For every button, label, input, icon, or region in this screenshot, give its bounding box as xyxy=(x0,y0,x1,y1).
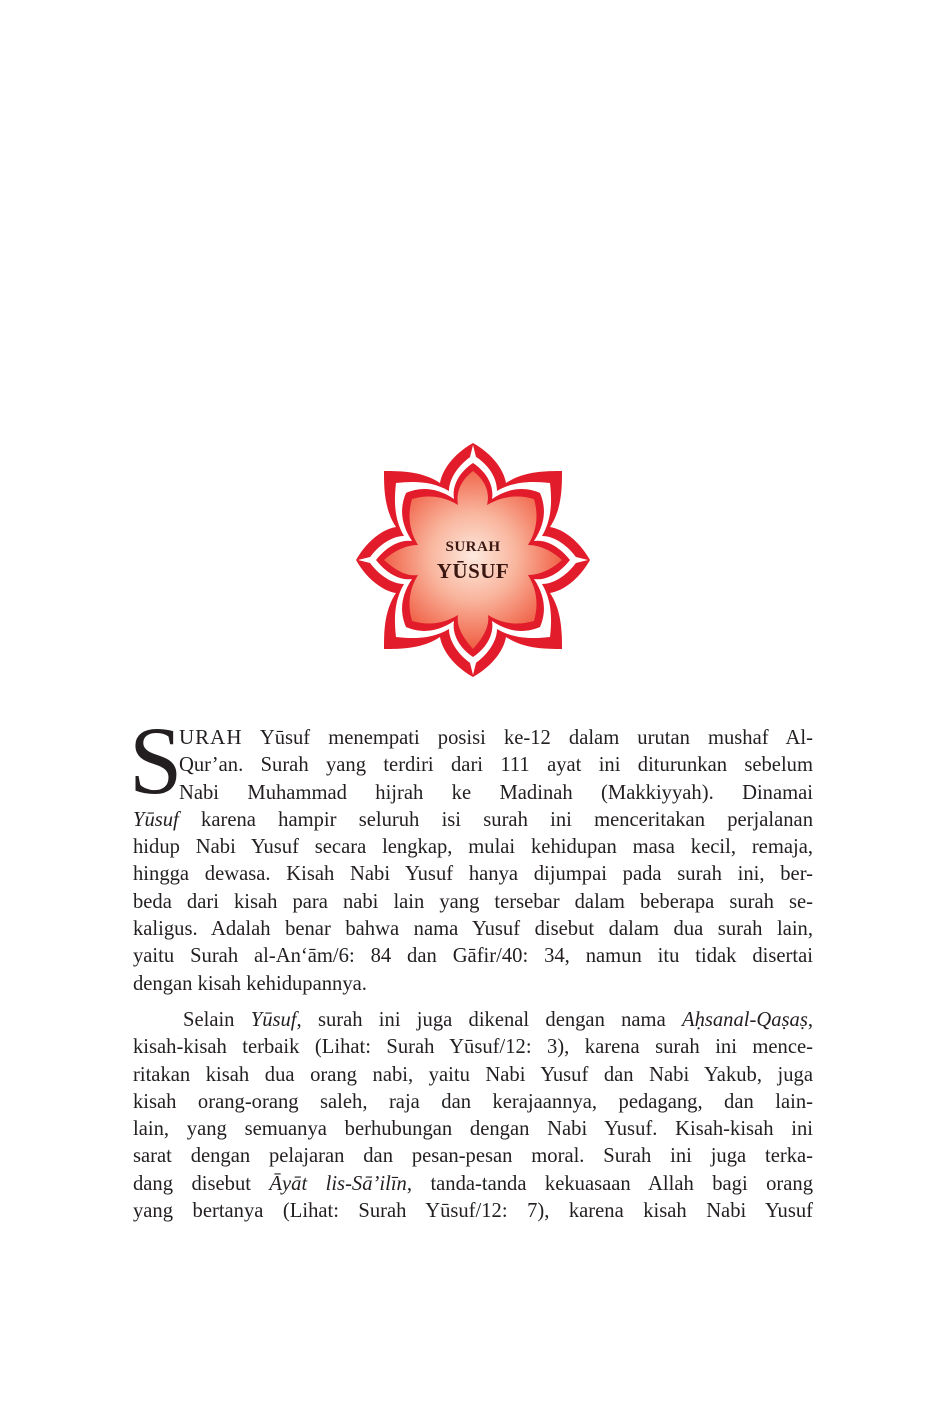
text-line: kisah-kisah terbaik (Lihat: Surah Yūsuf/12: 3), karena surah ini mence- xyxy=(133,1036,813,1059)
text-line: URAH Yūsuf menempati posisi ke-12 dalam urutan mushaf Al- xyxy=(179,725,813,749)
emblem-label-surah: SURAH xyxy=(445,539,501,555)
text-line: beda dari kisah para nabi lain yang tersebar dalam beberapa surah se- xyxy=(133,890,813,913)
text-line: Selain Yūsuf, surah ini juga dikenal dengan nama Aḥsanal-Qaṣaṣ, xyxy=(183,1008,813,1031)
text-line: Nabi Muhammad hijrah ke Madinah (Makkiyyah). Dinamai xyxy=(179,781,813,804)
text-line: kaligus. Adalah benar bahwa nama Yusuf disebut dalam dua surah lain, xyxy=(133,918,813,941)
emblem-label-yusuf: YŪSUF xyxy=(436,559,510,583)
text-line: sarat dengan pelajaran dan pesan-pesan moral. Surah ini juga terka- xyxy=(133,1145,813,1168)
text-line: kisah orang-orang saleh, raja dan kerajaannya, pedagang, dan lain- xyxy=(133,1090,813,1113)
paragraph-second xyxy=(133,1007,813,1225)
surah-emblem xyxy=(354,441,592,679)
dropcap-letter: S xyxy=(129,707,183,814)
text-line: Yūsuf karena hampir seluruh isi surah ini menceritakan perjalanan xyxy=(133,808,813,831)
lead-word: URAH xyxy=(179,725,243,749)
text-line: hidup Nabi Yusuf secara lengkap, mulai kehidupan masa kecil, remaja, xyxy=(133,836,813,859)
body-text xyxy=(129,707,813,1225)
text-line: hingga dewasa. Kisah Nabi Yusuf hanya dijumpai pada surah ini, ber- xyxy=(133,863,813,886)
text-line: dang disebut Āyāt lis-Sā’ilīn, tanda-tanda kekuasaan Allah bagi orang xyxy=(133,1172,813,1195)
text-line: yaitu Surah al-An‘ām/6: 84 dan Gāfir/40: 34, namun itu tidak disertai xyxy=(133,945,813,968)
paragraph-intro xyxy=(129,707,813,998)
text-line: Qur’an. Surah yang terdiri dari 111 ayat ini diturunkan sebelum xyxy=(179,754,813,777)
text-line: ritakan kisah dua orang nabi, yaitu Nabi Yusuf dan Nabi Yakub, juga xyxy=(133,1063,813,1086)
text-line: lain, yang semuanya berhubungan dengan Nabi Yusuf. Kisah-kisah ini xyxy=(133,1118,813,1141)
text-line: dengan kisah kehidupannya. xyxy=(133,972,367,995)
text-line: yang bertanya (Lihat: Surah Yūsuf/12: 7), karena kisah Nabi Yusuf xyxy=(133,1200,813,1223)
